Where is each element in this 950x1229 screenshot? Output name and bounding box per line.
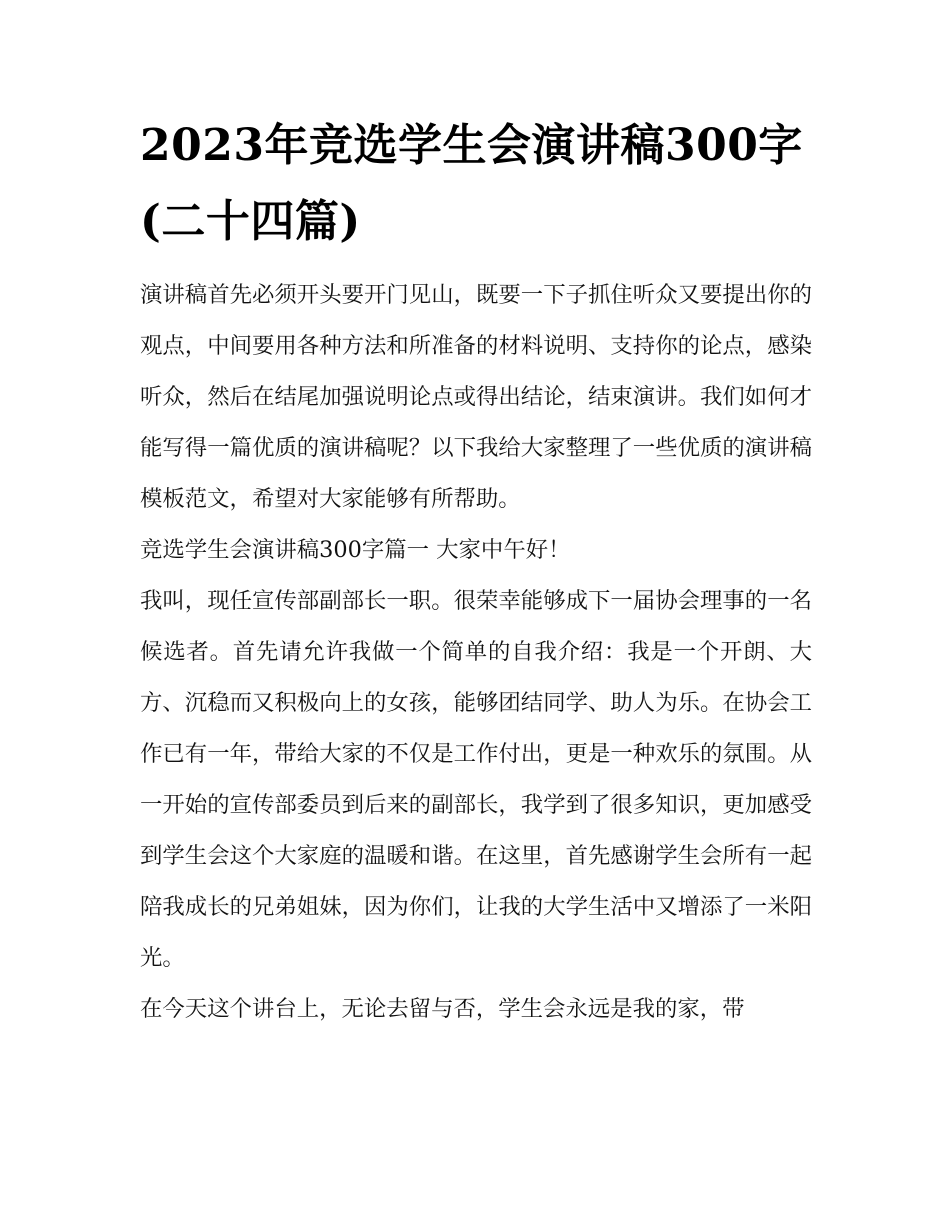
section-heading-paragraph: 竞选学生会演讲稿300字篇一 大家中午好！ bbox=[140, 537, 571, 563]
intro-paragraph: 演讲稿首先必须开头要开门见山，既要一下子抓住听众又要提出你的观点，中间要用各种方法和所准备的材料说明、支持你的论点，感染听众，然后在结尾加强说明论点或得出结论，结束演讲。我们如何才能写得一篇优质的演讲稿呢？以下我给大家整理了一些优质的演讲稿模板范文，希望对大家能够有所帮助。 bbox=[140, 282, 812, 512]
document-title: 2023年竞选学生会演讲稿300字(二十四篇) bbox=[140, 120, 803, 247]
document-content bbox=[140, 108, 812, 1035]
body-paragraph: 我叫，现任宣传部副部长一职。很荣幸能够成下一届协会理事的一名候选者。首先请允许我做一个简单的自我介绍：我是一个开朗、大方、沉稳而又积极向上的女孩，能够团结同学、助人为乐。在协会工作已有一年，带给大家的不仅是工作付出，更是一种欢乐的氛围。从一开始的宣传部委员到后来的副部长，我学到了很多知识，更加感受到学生会这个大家庭的温暖和谐。在这里，首先感谢学生会所有一起陪我成长的兄弟姐妹，因为你们，让我的大学生活中又增添了一米阳光。 bbox=[140, 588, 812, 971]
body-paragraph-continued: 在今天这个讲台上，无论去留与否，学生会永远是我的家，带 bbox=[140, 996, 745, 1022]
